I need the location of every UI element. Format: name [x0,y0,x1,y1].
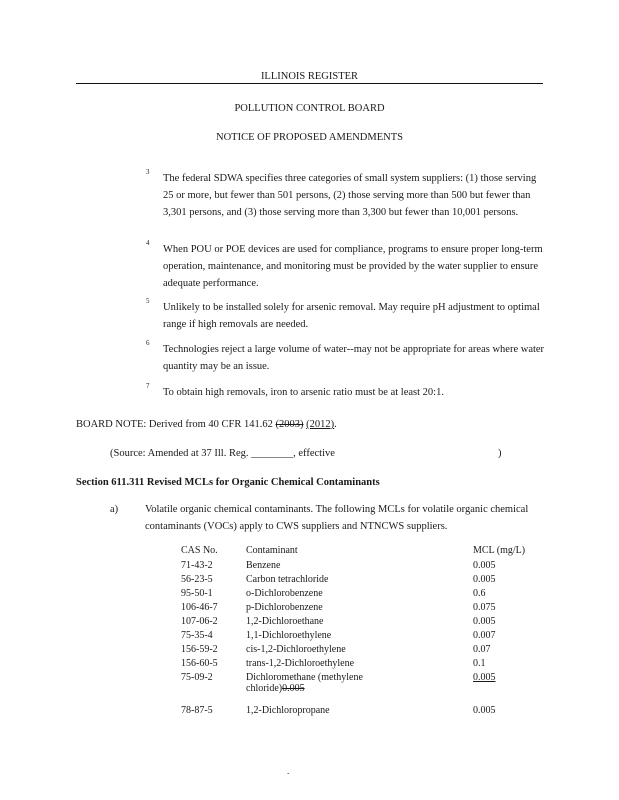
deleted-mcl-value: 0.005 [282,683,305,694]
contaminant-name [246,672,426,694]
contaminant-name: o-Dichlorobenzene [246,588,323,599]
mcl-value: 0.6 [473,588,486,599]
cas-number: 107-06-2 [181,616,218,627]
board-note [76,416,546,433]
board-note-deleted-year: (2003) [275,419,304,430]
table-row [181,616,531,631]
table-row [181,705,531,720]
mcl-value: 0.007 [473,630,496,641]
cas-number: 78-87-5 [181,705,213,716]
header-contaminant: Contaminant [246,545,298,556]
table-row [181,602,531,617]
mcl-value: 0.005 [473,560,496,571]
register-title: ILLINOIS REGISTER [260,71,359,82]
contaminant-name: cis-1,2-Dichloroethylene [246,644,346,655]
mcl-value: 0.005 [473,705,496,716]
header-rule [76,83,543,84]
cas-number: 95-50-1 [181,588,213,599]
mcl-value: 0.07 [473,644,491,655]
contaminant-name: Benzene [246,560,281,571]
source-note: (Source: Amended at 37 Ill. Reg. ________, effective [110,448,335,459]
board-title: POLLUTION CONTROL BOARD [234,103,385,114]
contaminant-name: Carbon tetrachloride [246,574,329,585]
contaminant-name-line1: Dichloromethane (methylene [246,672,363,683]
contaminant-name: 1,2-Dichloroethane [246,616,324,627]
section-heading: Section 611.311 Revised MCLs for Organic Chemical Contaminants [76,477,380,488]
cas-number: 56-23-5 [181,574,213,585]
contaminant-name: p-Dichlorobenzene [246,602,323,613]
table-row [181,560,531,575]
board-note-added-year: (2012) [306,419,335,430]
cas-number: 156-60-5 [181,658,218,669]
cas-number: 75-35-4 [181,630,213,641]
footnote-3-number: 3 [146,168,150,176]
footnote-4-number: 4 [146,239,150,247]
contaminant-name-line2: chloride) [246,683,283,694]
mcl-value: 0.005 [473,616,496,627]
contaminant-name: 1,2-Dichloropropane [246,705,330,716]
footnote-4-text: When POU or POE devices are used for compliance, programs to ensure proper long-term operation, maintenance, and monitoring must be provided by the water supplier to ensure adequate performance. [163,244,543,289]
table-row [181,658,531,673]
footnote-6-number: 6 [146,339,150,347]
mcl-value: 0.005 [473,574,496,585]
cas-number: 71-43-2 [181,560,213,571]
footnote-5-number: 5 [146,297,150,305]
cas-number: 75-09-2 [181,672,213,683]
mcl-value: 0.1 [473,658,486,669]
cas-number: 106-46-7 [181,602,218,613]
table-row [181,644,531,659]
notice-title: NOTICE OF PROPOSED AMENDMENTS [216,132,403,143]
footnote-3-text: The federal SDWA specifies three categories of small system suppliers: (1) those serving 25 or more, but fewer than 501 persons, (2) those serving more than 500 but fewer than 3,301 persons, and (3) those serving more than 3,300 but fewer than 10,001 persons. [163,173,537,218]
footnote-7-text: To obtain high removals, iron to arsenic ratio must be at least 20:1. [163,387,444,398]
mcl-value: 0.075 [473,602,496,613]
source-close: ) [498,448,502,459]
contaminant-name: trans-1,2-Dichloroethylene [246,658,355,669]
board-note-prefix: BOARD NOTE: Derived from 40 CFR 141.62 [76,419,276,430]
subsection-a-text: Volatile organic chemical contaminants. The following MCLs for volatile organic chemical contaminants (VOCs) apply to CWS suppliers and NTNCWS suppliers. [145,504,529,532]
board-note-suffix: . [334,419,337,430]
header-cas: CAS No. [181,545,218,556]
footnote-7-number: 7 [146,382,150,390]
footnote-5-text: Unlikely to be installed solely for arsenic removal. May require pH adjustment to optimal range if high removals are needed. [163,302,540,330]
page-mark: . [287,766,290,776]
footnote-6-text: Technologies reject a large volume of water--may not be appropriate for areas where water quantity may be an issue. [163,344,545,372]
table-row [181,574,531,589]
table-row [181,672,531,702]
table-row [181,588,531,603]
table-row [181,630,531,645]
header-mcl: MCL (mg/L) [473,545,526,556]
subsection-a-label: a) [110,504,119,515]
table-header [181,545,531,560]
added-mcl-value: 0.005 [473,672,496,683]
cas-number: 156-59-2 [181,644,218,655]
contaminant-name: 1,1-Dichloroethylene [246,630,332,641]
